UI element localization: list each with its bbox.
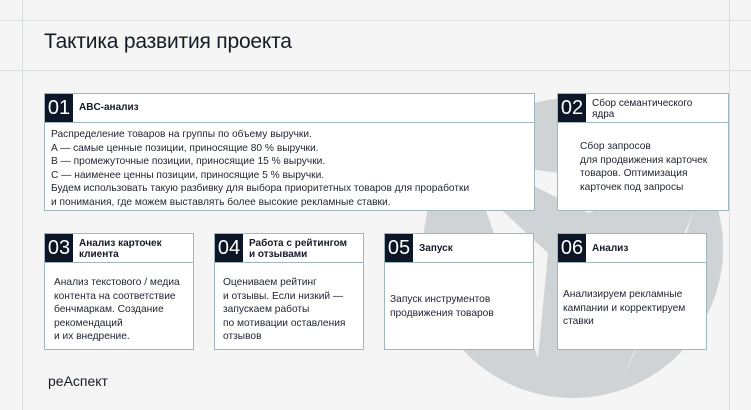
card-separator — [558, 122, 728, 123]
brand-logo: реАспект — [48, 373, 108, 389]
card-body: Анализ текстового / медиа контента на соответствие бенчмаркам. Создание рекомендаций и их внедрение. — [54, 277, 180, 342]
card-number: 01 — [45, 94, 73, 122]
card-semantic-core — [557, 93, 729, 211]
card-abc-analysis — [44, 93, 535, 211]
card-number: 02 — [558, 94, 586, 122]
page-title: Тактика развития проекта — [44, 30, 292, 53]
card-title: Анализ — [592, 243, 629, 254]
card-body: Анализируем рекламные кампании и корректируем ставки — [563, 289, 686, 327]
left-divider — [22, 0, 23, 410]
card-title: Работа с рейтингом и отзывами — [249, 238, 348, 260]
card-separator — [385, 262, 533, 263]
card-title: ABC-анализ — [79, 102, 139, 113]
card-number: 06 — [558, 234, 586, 262]
card-number: 05 — [385, 234, 413, 262]
card-title: Запуск — [419, 243, 453, 254]
right-divider — [729, 0, 730, 410]
card-number: 04 — [215, 234, 243, 262]
card-number: 03 — [45, 234, 73, 262]
card-separator — [45, 122, 534, 123]
card-separator — [45, 262, 193, 263]
card-separator — [215, 262, 363, 263]
header-divider — [0, 70, 751, 71]
card-card-analysis — [44, 233, 194, 350]
card-analysis — [557, 233, 707, 350]
card-launch — [384, 233, 534, 350]
card-body: Распределение товаров на группы по объему выручки. A — самые ценные позиции, приносящие 80 % выручки. B — промежуточные позиции, приносящие 15 % выручки. C — наименее ценны позиции, приносящие 5 % выручки. Будем использовать такую разбивку для выбора приоритетных товаров для проработки и понимания, где можем выставлять более высокие рекламные ставки. — [51, 129, 470, 208]
card-body: Сбор запросов для продвижения карточек товаров. Оптимизация карточек под запросы — [580, 141, 708, 193]
card-ratings-reviews — [214, 233, 364, 350]
card-title: Сбор семантического ядра — [592, 98, 693, 120]
card-title: Анализ карточек клиента — [79, 238, 162, 260]
card-body: Оцениваем рейтинг и отзывы. Если низкий — запускаем работы по мотивации оставления отзывов — [223, 277, 346, 342]
card-separator — [558, 262, 706, 263]
top-divider — [0, 20, 751, 21]
card-body: Запуск инструментов продвижения товаров — [390, 294, 494, 319]
